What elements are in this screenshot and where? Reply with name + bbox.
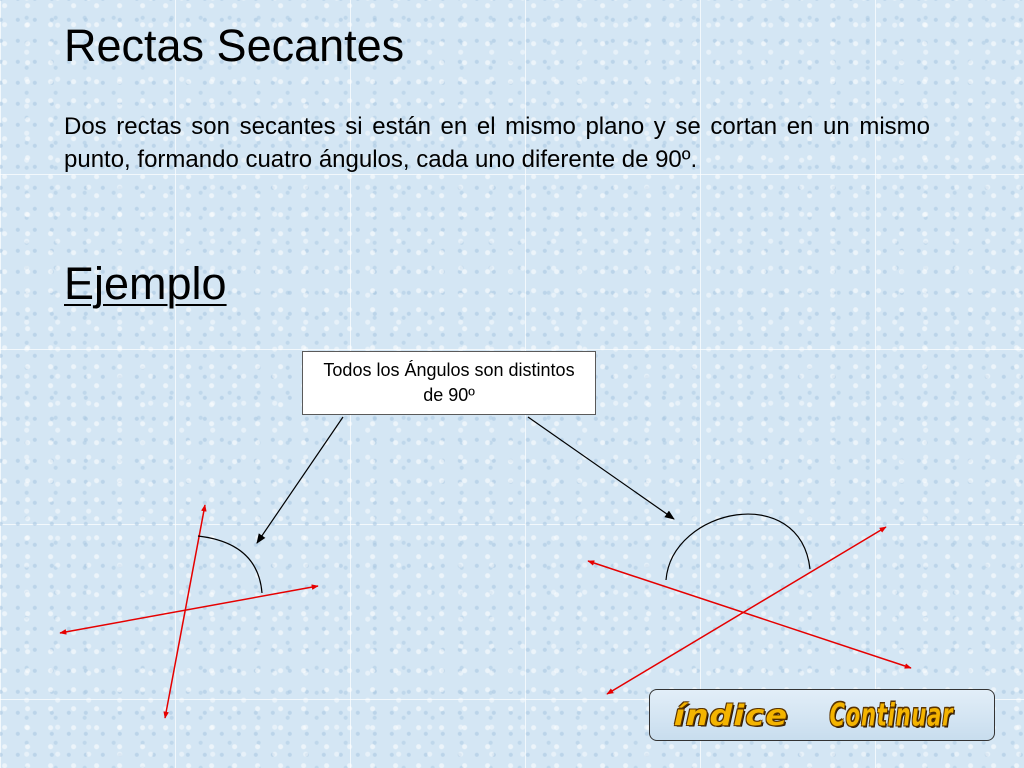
left-figure-line-a	[165, 505, 205, 718]
right-figure-line-b	[588, 561, 911, 668]
example-heading: Ejemplo	[64, 258, 227, 309]
slide-title: Rectas Secantes	[64, 20, 405, 71]
callout-box	[302, 351, 596, 415]
callout-pointer-right	[528, 417, 674, 519]
navigation-bar	[649, 689, 995, 741]
indice-button[interactable]: índice	[673, 697, 789, 733]
left-figure-angle-arc	[198, 536, 262, 593]
right-figure-line-a	[607, 527, 886, 694]
right-figure-angle-arc	[666, 514, 810, 580]
continuar-button[interactable]: Continuar	[828, 697, 953, 733]
callout-text: Todos los Ángulos son distintos de 90º	[323, 360, 575, 405]
definition-text: Dos rectas son secantes si están en el mismo plano y se cortan en un mismo punto, formando cuatro ángulos, cada uno diferente de 90º.	[64, 113, 930, 173]
callout-pointer-left	[257, 417, 343, 543]
